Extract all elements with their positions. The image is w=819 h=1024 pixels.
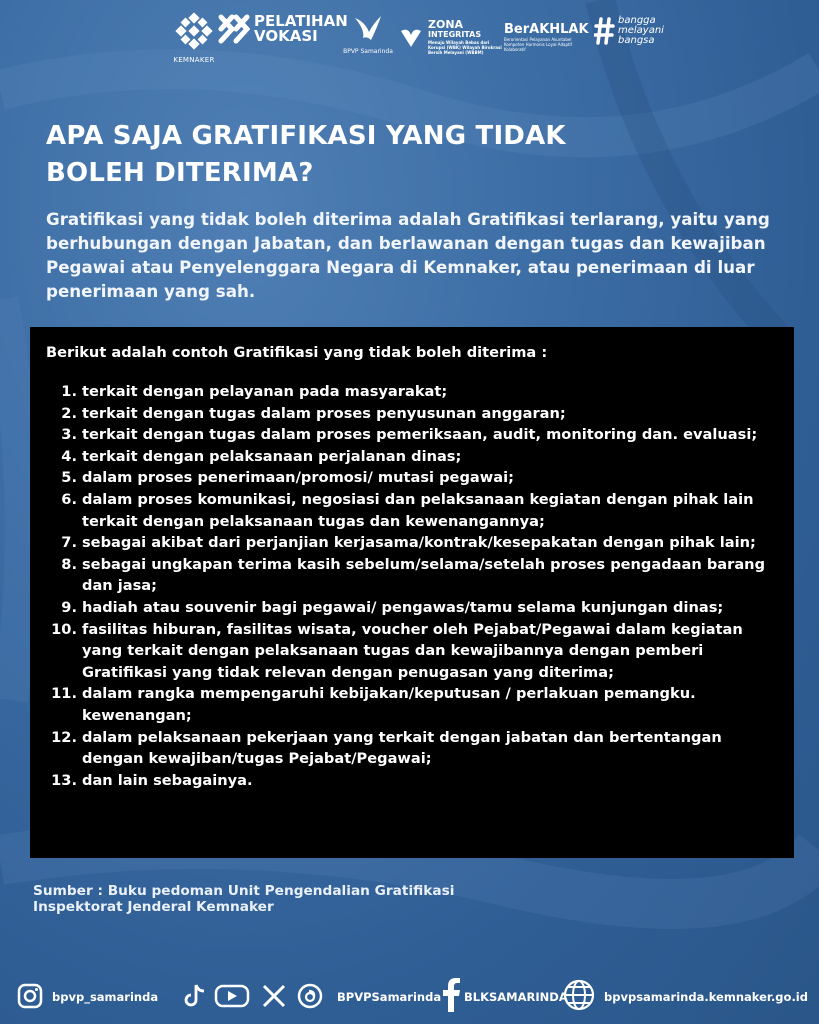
item-number: 9. <box>61 598 77 616</box>
melayani-label: melayani <box>618 25 664 36</box>
item-number: 4. <box>61 447 77 465</box>
item-number: 12. <box>51 728 77 746</box>
social-handle[interactable]: BPVPSamarinda <box>337 990 442 1004</box>
item-number: 2. <box>61 404 77 422</box>
list-item <box>46 467 782 489</box>
item-text: dalam proses penerimaan/promosi/ mutasi pegawai; <box>82 469 514 487</box>
kemnaker-logo <box>172 12 216 64</box>
zona-tagline: Menuju Wilayah Bebas dari Korupsi (WBK) Wilayah Birokrasi Bersih Melayani (WBBM) <box>428 40 502 55</box>
examples-box <box>30 327 794 858</box>
berakhlak-title: BerAKHLAK <box>504 22 589 37</box>
instagram-icon[interactable] <box>16 982 44 1014</box>
x-twitter-icon[interactable] <box>260 982 288 1014</box>
page-title <box>46 118 686 192</box>
vokasi-label: VOKASI <box>254 27 318 45</box>
list-item <box>46 532 782 554</box>
item-number: 10. <box>51 620 77 638</box>
item-text: dalam pelaksanaan pekerjaan yang terkait dengan jabatan dan bertentangan dengan kewajiban/tugas Pejabat/Pegawai; <box>82 728 722 768</box>
kemnaker-emblem-icon <box>175 12 213 50</box>
examples-intro: Berikut adalah contoh Gratifikasi yang tidak boleh diterima : <box>46 344 548 361</box>
item-text: terkait dengan pelaksanaan perjalanan dinas; <box>82 447 462 465</box>
zona-integritas-icon <box>398 25 424 51</box>
item-number: 1. <box>61 383 77 400</box>
website-link[interactable]: bpvpsamarinda.kemnaker.go.id <box>604 990 808 1004</box>
intro-paragraph: Gratifikasi yang tidak boleh diterima adalah Gratifikasi terlarang, yaitu yang berhubungan dengan Jabatan, dan berlawanan dengan tugas dan kewajiban Pegawai atau Penyelenggara Negara di Kemnaker, atau penerimaan di luar penerimaan yang sah. <box>46 209 770 301</box>
berakhlak-tagline: Berorientasi Pelayanan Akuntabel Kompeten Harmonis Loyal Adaptif Kolaboratif <box>504 37 573 52</box>
list-item <box>46 619 782 684</box>
list-item <box>46 770 782 792</box>
item-text: dan lain sebagainya. <box>82 771 253 789</box>
source-line-1: Sumber : Buku pedoman Unit Pengendalian Gratifikasi <box>33 883 455 899</box>
list-item <box>46 683 782 726</box>
item-number: 6. <box>61 490 77 508</box>
zona-integritas-logo <box>398 20 504 55</box>
bpvp-label: BPVP Samarinda <box>343 48 393 55</box>
facebook-handle[interactable]: BLKSAMARINDA <box>464 990 568 1004</box>
source-line-2: Inspektorat Jenderal Kemnaker <box>33 899 274 915</box>
list-item <box>46 446 782 468</box>
bangga-melayani-logo <box>594 16 664 46</box>
instagram-handle[interactable]: bpvp_samarinda <box>52 990 159 1004</box>
list-item <box>46 727 782 770</box>
pelatihan-label: PELATIHAN <box>254 12 348 30</box>
threads-icon[interactable] <box>296 982 324 1014</box>
item-text: terkait dengan tugas dalam proses pemeriksaan, audit, monitoring dan. evaluasi; <box>82 426 758 444</box>
header-logos <box>170 12 669 70</box>
source-note <box>33 883 593 915</box>
list-item <box>46 381 782 403</box>
pelatihan-vokasi-icon <box>218 14 250 44</box>
berakhlak-logo <box>504 22 590 52</box>
list-item <box>46 403 782 425</box>
item-number: 8. <box>61 555 77 573</box>
list-item <box>46 597 782 619</box>
bpvp-logo <box>340 12 396 55</box>
item-text: terkait dengan tugas dalam proses penyusunan anggaran; <box>82 404 566 422</box>
item-text: dalam proses komunikasi, negosiasi dan pelaksanaan kegiatan dengan pihak lain terkait dengan pelaksanaan tugas dan kewenangannya; <box>82 490 754 530</box>
globe-icon[interactable] <box>562 978 596 1016</box>
youtube-icon[interactable] <box>214 982 250 1014</box>
item-text: sebagai ungkapan terima kasih sebelum/selama/setelah proses pengadaan barang dan jasa; <box>82 555 766 595</box>
item-text: fasilitas hiburan, fasilitas wisata, voucher oleh Pejabat/Pegawai dalam kegiatan yang terkait dengan pelaksanaan tugas dan kewajibannya dengan pemberi Gratifikasi yang tidak relevan dengan penugasan yang diterima; <box>82 620 743 681</box>
title-line-1: APA SAJA GRATIFIKASI YANG TIDAK <box>46 121 566 151</box>
item-number: 13. <box>51 771 77 789</box>
bpvp-bird-icon <box>351 12 385 46</box>
footer-social-bar <box>0 976 819 1020</box>
list-item <box>46 554 782 597</box>
tiktok-icon[interactable] <box>180 982 208 1014</box>
item-text: terkait dengan pelayanan pada masyarakat; <box>82 383 448 400</box>
item-number: 3. <box>61 426 77 444</box>
list-item <box>46 489 782 532</box>
zona-subtitle: INTEGRITAS <box>428 30 482 39</box>
list-item <box>46 424 782 446</box>
bangga-label: bangga <box>618 15 656 26</box>
pelatihan-vokasi-logo <box>218 14 348 44</box>
bangsa-label: bangsa <box>618 35 655 46</box>
item-number: 7. <box>61 534 77 552</box>
item-number: 11. <box>51 685 77 703</box>
facebook-icon[interactable] <box>440 978 462 1018</box>
title-line-2: BOLEH DITERIMA? <box>46 158 314 188</box>
zona-title: ZONA <box>428 18 464 31</box>
hashtag-icon <box>594 16 616 46</box>
item-number: 5. <box>61 469 77 487</box>
kemnaker-label: KEMNAKER <box>173 56 215 64</box>
examples-list <box>46 381 782 791</box>
item-text: dalam rangka mempengaruhi kebijakan/keputusan / perlakuan pemangku. kewenangan; <box>82 685 696 724</box>
item-text: hadiah atau souvenir bagi pegawai/ pengawas/tamu selama kunjungan dinas; <box>82 598 724 616</box>
item-text: sebagai akibat dari perjanjian kerjasama/kontrak/kesepakatan dengan pihak lain; <box>82 534 756 552</box>
